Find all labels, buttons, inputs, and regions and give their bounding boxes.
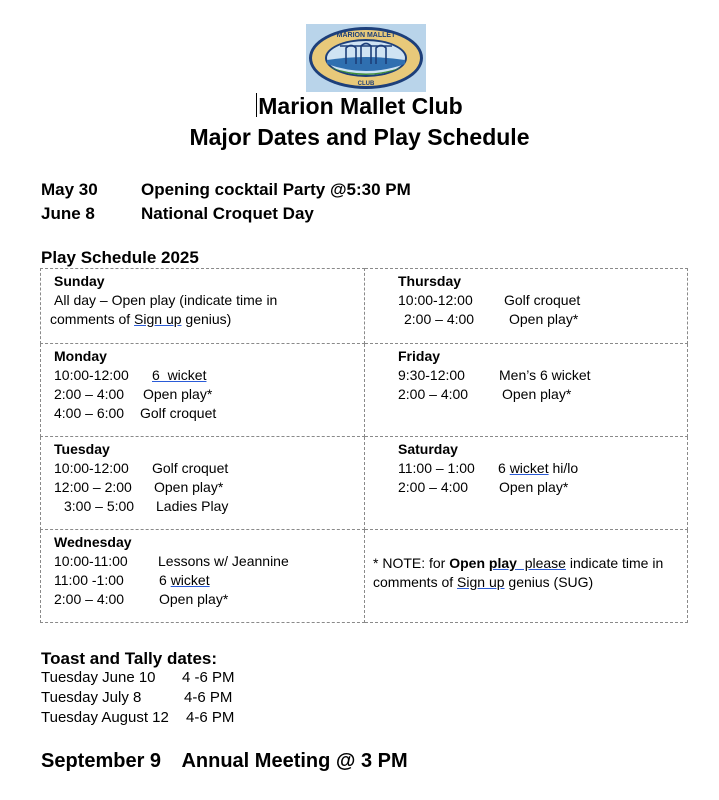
toast-heading: Toast and Tally dates: (41, 649, 218, 668)
page-title: Marion Mallet Club (258, 93, 463, 119)
key-event: Opening cocktail Party @5:30 PM (141, 180, 411, 199)
day-label: Wednesday (54, 534, 132, 550)
meeting-event: Annual Meeting @ 3 PM (181, 750, 408, 772)
activity: Ladies Play (156, 498, 229, 514)
activity: Lessons w/ Jeannine (158, 553, 289, 569)
sign-up-genius-link[interactable]: Sign up (457, 574, 505, 590)
sign-up-genius-link[interactable]: Sign up (134, 311, 182, 327)
wicket-link[interactable]: wicket (170, 572, 210, 588)
activity: 6 wicket (159, 572, 210, 588)
time-slot: 11:00 – 1:00 (398, 460, 475, 476)
activity: Open play* (502, 386, 572, 402)
key-date-row (0, 180, 719, 202)
wicket-link[interactable]: wicket (509, 460, 549, 476)
activity: Open play* (499, 479, 569, 495)
time-slot: 3:00 – 5:00 (64, 498, 135, 514)
logo-top-text: MARION MALLET (336, 32, 396, 39)
time-slot: 2:00 – 4:00 (54, 386, 125, 402)
key-date-row (0, 204, 719, 226)
activity: Golf croquet (152, 460, 229, 476)
schedule-cell-wednesday (41, 530, 365, 623)
sunday-text: comments of Sign up genius) (50, 311, 232, 327)
schedule-row (54, 404, 364, 423)
sunday-text: All day – Open play (indicate time in (54, 292, 278, 308)
toast-date: Tuesday July 8 (41, 689, 142, 706)
schedule-row (398, 291, 687, 310)
schedule-cell-friday (365, 344, 688, 437)
activity: Golf croquet (140, 405, 217, 421)
activity: 6 wicket hi/lo (498, 460, 579, 476)
toast-row (41, 709, 341, 728)
time-slot: 2:00 – 4:00 (398, 386, 469, 402)
logo-bottom-text: CLUB (357, 81, 375, 87)
activity: Open play* (143, 386, 213, 402)
schedule-cell-tuesday (41, 437, 365, 530)
time-slot: 2:00 – 4:00 (404, 311, 475, 327)
time-slot: 2:00 – 4:00 (398, 479, 469, 495)
schedule-row (398, 366, 687, 385)
note-text: comments of Sign up genius (SUG) (373, 574, 594, 590)
toast-date: Tuesday June 10 (41, 669, 156, 686)
time-slot: 2:00 – 4:00 (54, 591, 125, 607)
schedule-row (54, 590, 364, 609)
time-slot: 10:00-11:00 (54, 553, 128, 569)
schedule-cell-thursday (365, 269, 688, 344)
club-logo (306, 24, 426, 92)
annual-meeting (41, 750, 408, 773)
schedule-cell-sunday (41, 269, 365, 344)
activity-link[interactable]: 6 wicket (152, 367, 207, 383)
time-slot: 4:00 – 6:00 (54, 405, 125, 421)
time-slot: 10:00-12:00 (54, 367, 129, 383)
day-label: Thursday (398, 273, 462, 289)
schedule-row (54, 385, 364, 404)
activity: Open play* (159, 591, 229, 607)
key-date: May 30 (41, 180, 98, 199)
day-label: Friday (398, 348, 441, 364)
toast-time: 4-6 PM (184, 689, 233, 706)
activity: Open play* (509, 311, 579, 327)
time-slot: 10:00-12:00 (54, 460, 129, 476)
day-label: Saturday (398, 441, 458, 457)
key-date: June 8 (41, 204, 95, 223)
page-subtitle: Major Dates and Play Schedule (189, 124, 530, 150)
activity: Men’s 6 wicket (499, 367, 591, 383)
note-text: * NOTE: for Open play please indicate time in (373, 555, 664, 571)
time-slot: 12:00 – 2:00 (54, 479, 132, 495)
day-label: Sunday (54, 273, 105, 289)
schedule-row (398, 478, 687, 497)
time-slot: 10:00-12:00 (398, 292, 473, 308)
schedule-cell-note (365, 530, 688, 623)
toast-time: 4-6 PM (186, 709, 235, 726)
activity: Open play* (154, 479, 224, 495)
play-schedule-table (40, 268, 688, 623)
time-slot: 9:30-12:00 (398, 367, 465, 383)
toast-time: 4 -6 PM (182, 669, 235, 686)
schedule-row (54, 366, 364, 385)
schedule-row (398, 310, 687, 329)
schedule-cell-saturday (365, 437, 688, 530)
schedule-row (54, 571, 364, 590)
key-event: National Croquet Day (141, 204, 314, 223)
toast-row (41, 689, 341, 708)
schedule-row (54, 552, 364, 571)
activity: Golf croquet (504, 292, 581, 308)
day-label: Tuesday (54, 441, 110, 457)
schedule-heading: Play Schedule 2025 (41, 248, 199, 267)
schedule-row (54, 459, 364, 478)
time-slot: 11:00 -1:00 (54, 572, 124, 588)
schedule-cell-monday (41, 344, 365, 437)
schedule-row (54, 478, 364, 497)
schedule-row (54, 497, 364, 516)
schedule-row (398, 385, 687, 404)
day-label: Monday (54, 348, 107, 364)
toast-date: Tuesday August 12 (41, 709, 169, 726)
toast-row (41, 669, 341, 688)
open-play-link[interactable]: play (488, 555, 517, 571)
schedule-row (398, 459, 687, 478)
meeting-date: September 9 (41, 750, 162, 772)
